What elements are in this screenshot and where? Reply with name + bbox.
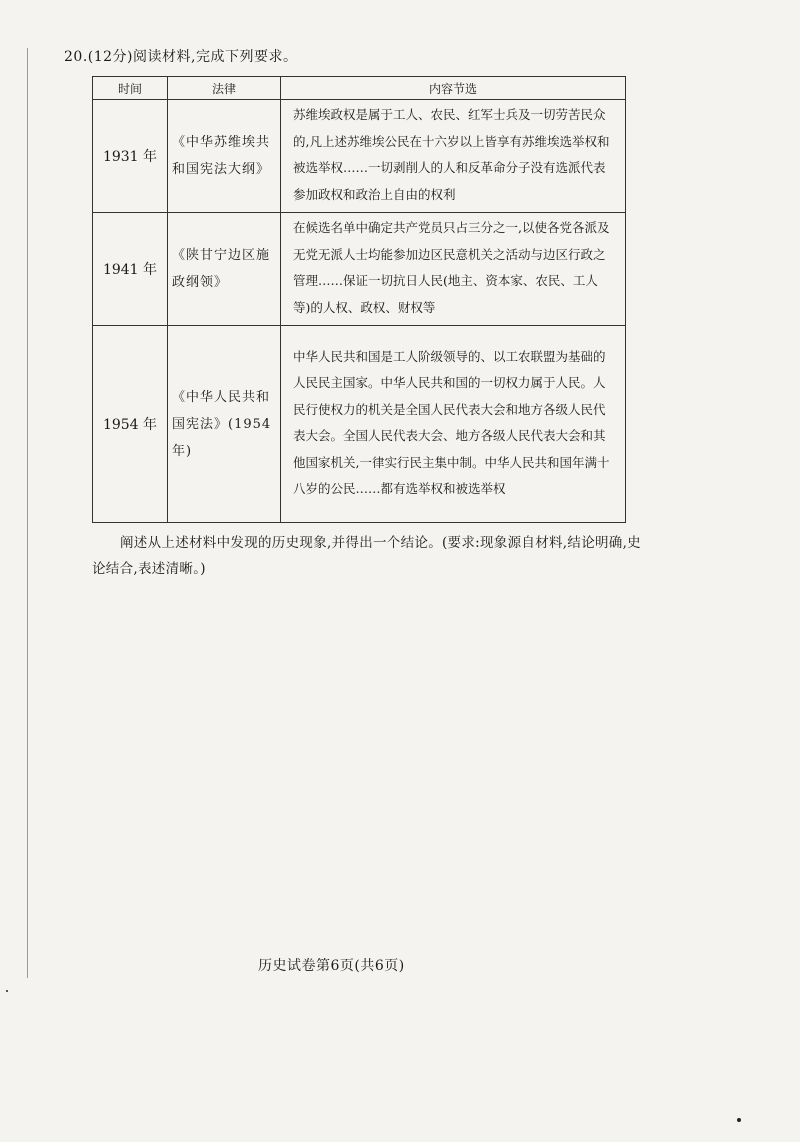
row-law: 《中华人民共和国宪法》(1954年) [168, 326, 281, 523]
margin-rule [27, 48, 28, 978]
row-content: 在候选名单中确定共产党员只占三分之一,以使各党各派及无党无派人士均能参加边区民意机关之活动与边区行政之管理……保证一切抗日人民(地主、资本家、农民、工人等)的人权、政权、财权等 [281, 213, 626, 326]
row-law: 《中华苏维埃共和国宪法大纲》 [168, 100, 281, 213]
table-row [93, 326, 626, 523]
material-table [92, 76, 626, 523]
scan-speck [6, 990, 8, 992]
question-prompt: 阐述从上述材料中发现的历史现象,并得出一个结论。(要求:现象源自材料,结论明确,史论结合,表述清晰。) [92, 535, 641, 577]
scan-speck [737, 1118, 741, 1122]
row-year: 1931 年 [93, 100, 168, 213]
table-row [93, 213, 626, 326]
question-intro: (12分)阅读材料,完成下列要求。 [87, 49, 298, 65]
header-time: 时间 [93, 77, 168, 100]
row-year: 1941 年 [93, 213, 168, 326]
row-content: 苏维埃政权是属于工人、农民、红军士兵及一切劳苦民众的,凡上述苏维埃公民在十六岁以上皆享有苏维埃选举权和被选举权……一切剥削人的人和反革命分子没有选派代表参加政权和政治上自由的权利 [281, 100, 626, 213]
page-footer: 历史试卷第6页(共6页) [258, 958, 405, 974]
row-year: 1954 年 [93, 326, 168, 523]
table-header-row [93, 77, 626, 100]
row-law: 《陕甘宁边区施政纲领》 [168, 213, 281, 326]
question-header [64, 46, 297, 66]
header-content: 内容节选 [281, 77, 626, 100]
question-number: 20. [64, 49, 88, 65]
header-law: 法律 [168, 77, 281, 100]
row-content: 中华人民共和国是工人阶级领导的、以工农联盟为基础的人民民主国家。中华人民共和国的一切权力属于人民。人民行使权力的机关是全国人民代表大会和地方各级人民代表大会。全国人民代表大会、地方各级人民代表大会和其他国家机关,一律实行民主集中制。中华人民共和国年满十八岁的公民……都有选举权和被选举权 [281, 326, 626, 523]
table-row [93, 100, 626, 213]
